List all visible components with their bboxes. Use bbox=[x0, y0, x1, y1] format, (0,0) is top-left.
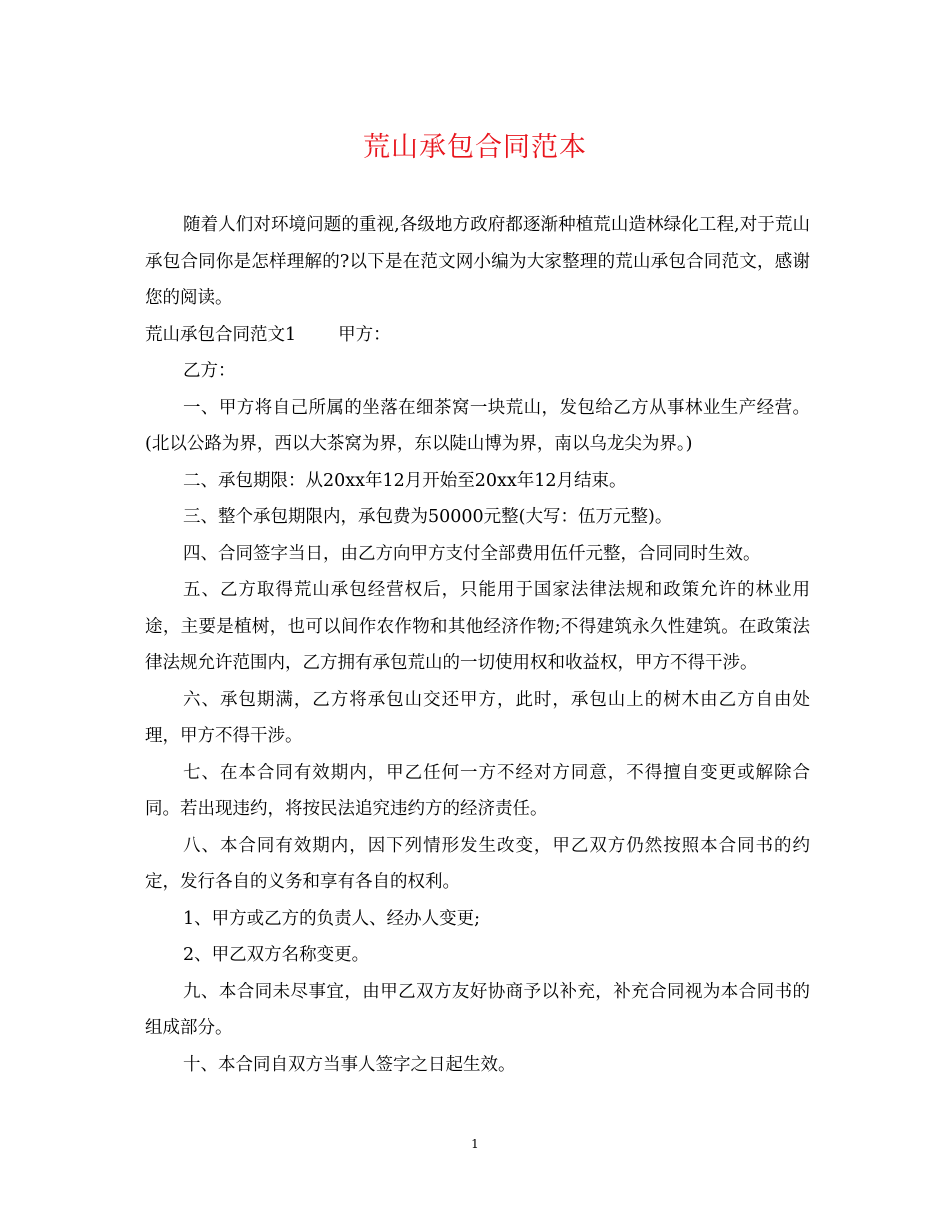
document-body bbox=[145, 207, 810, 1083]
clause-5: 五、乙方取得荒山承包经营权后，只能用于国家法律法规和政策允许的林业用途，主要是植树，也可以间作农作物和其他经济作物;不得建筑永久性建筑。在政策法律法规允许范围内，乙方拥有承包荒山的一切使用权和收益权，甲方不得干涉。 bbox=[145, 580, 810, 673]
clause-8-item-2: 2、甲乙双方名称变更。 bbox=[183, 945, 370, 965]
document-title: 荒山承包合同范本 bbox=[363, 132, 587, 163]
page-number: 1 bbox=[471, 1137, 479, 1151]
section-heading-line bbox=[145, 317, 810, 354]
clause-1: 一、甲方将自己所属的坐落在细茶窝一块荒山，发包给乙方从事林业生产经营。(北以公路为界，西以大茶窝为界，东以陡山博为界，南以乌龙尖为界。) bbox=[145, 397, 810, 454]
clause-8: 八、本合同有效期内，因下列情形发生改变，甲乙双方仍然按照本合同书的约定，发行各自的义务和享有各自的权利。 bbox=[145, 835, 810, 892]
party-b-label: 乙方： bbox=[183, 361, 236, 381]
clause-9: 九、本合同未尽事宜，由甲乙双方友好协商予以补充，补充合同视为本合同书的组成部分。 bbox=[145, 981, 810, 1038]
clause-7: 七、在本合同有效期内，甲乙任何一方不经对方同意，不得擅自变更或解除合同。若出现违约，将按民法追究违约方的经济责任。 bbox=[145, 762, 810, 819]
clause-4: 四、合同签字当日，由乙方向甲方支付全部费用伍仟元整，合同同时生效。 bbox=[183, 543, 761, 564]
clause-3: 三、整个承包期限内，承包费为50000元整(大写：伍万元整)。 bbox=[183, 507, 673, 527]
clause-10: 十、本合同自双方当事人签字之日起生效。 bbox=[183, 1054, 516, 1075]
clause-2: 二、承包期限：从20xx年12月开始至20xx年12月结束。 bbox=[183, 470, 627, 491]
party-a-label: 甲方： bbox=[338, 324, 391, 345]
section-heading: 荒山承包合同范文1 bbox=[145, 324, 297, 345]
clause-6: 六、承包期满，乙方将承包山交还甲方，此时，承包山上的树木由乙方自由处理，甲方不得干涉。 bbox=[145, 689, 810, 746]
intro-paragraph: 随着人们对环境问题的重视,各级地方政府都逐渐种植荒山造林绿化工程,对于荒山承包合同你是怎样理解的?以下是在范文网小编为大家整理的荒山承包合同范文，感谢您的阅读。 bbox=[145, 215, 810, 308]
clause-8-item-1: 1、甲方或乙方的负责人、经办人变更; bbox=[183, 908, 481, 929]
